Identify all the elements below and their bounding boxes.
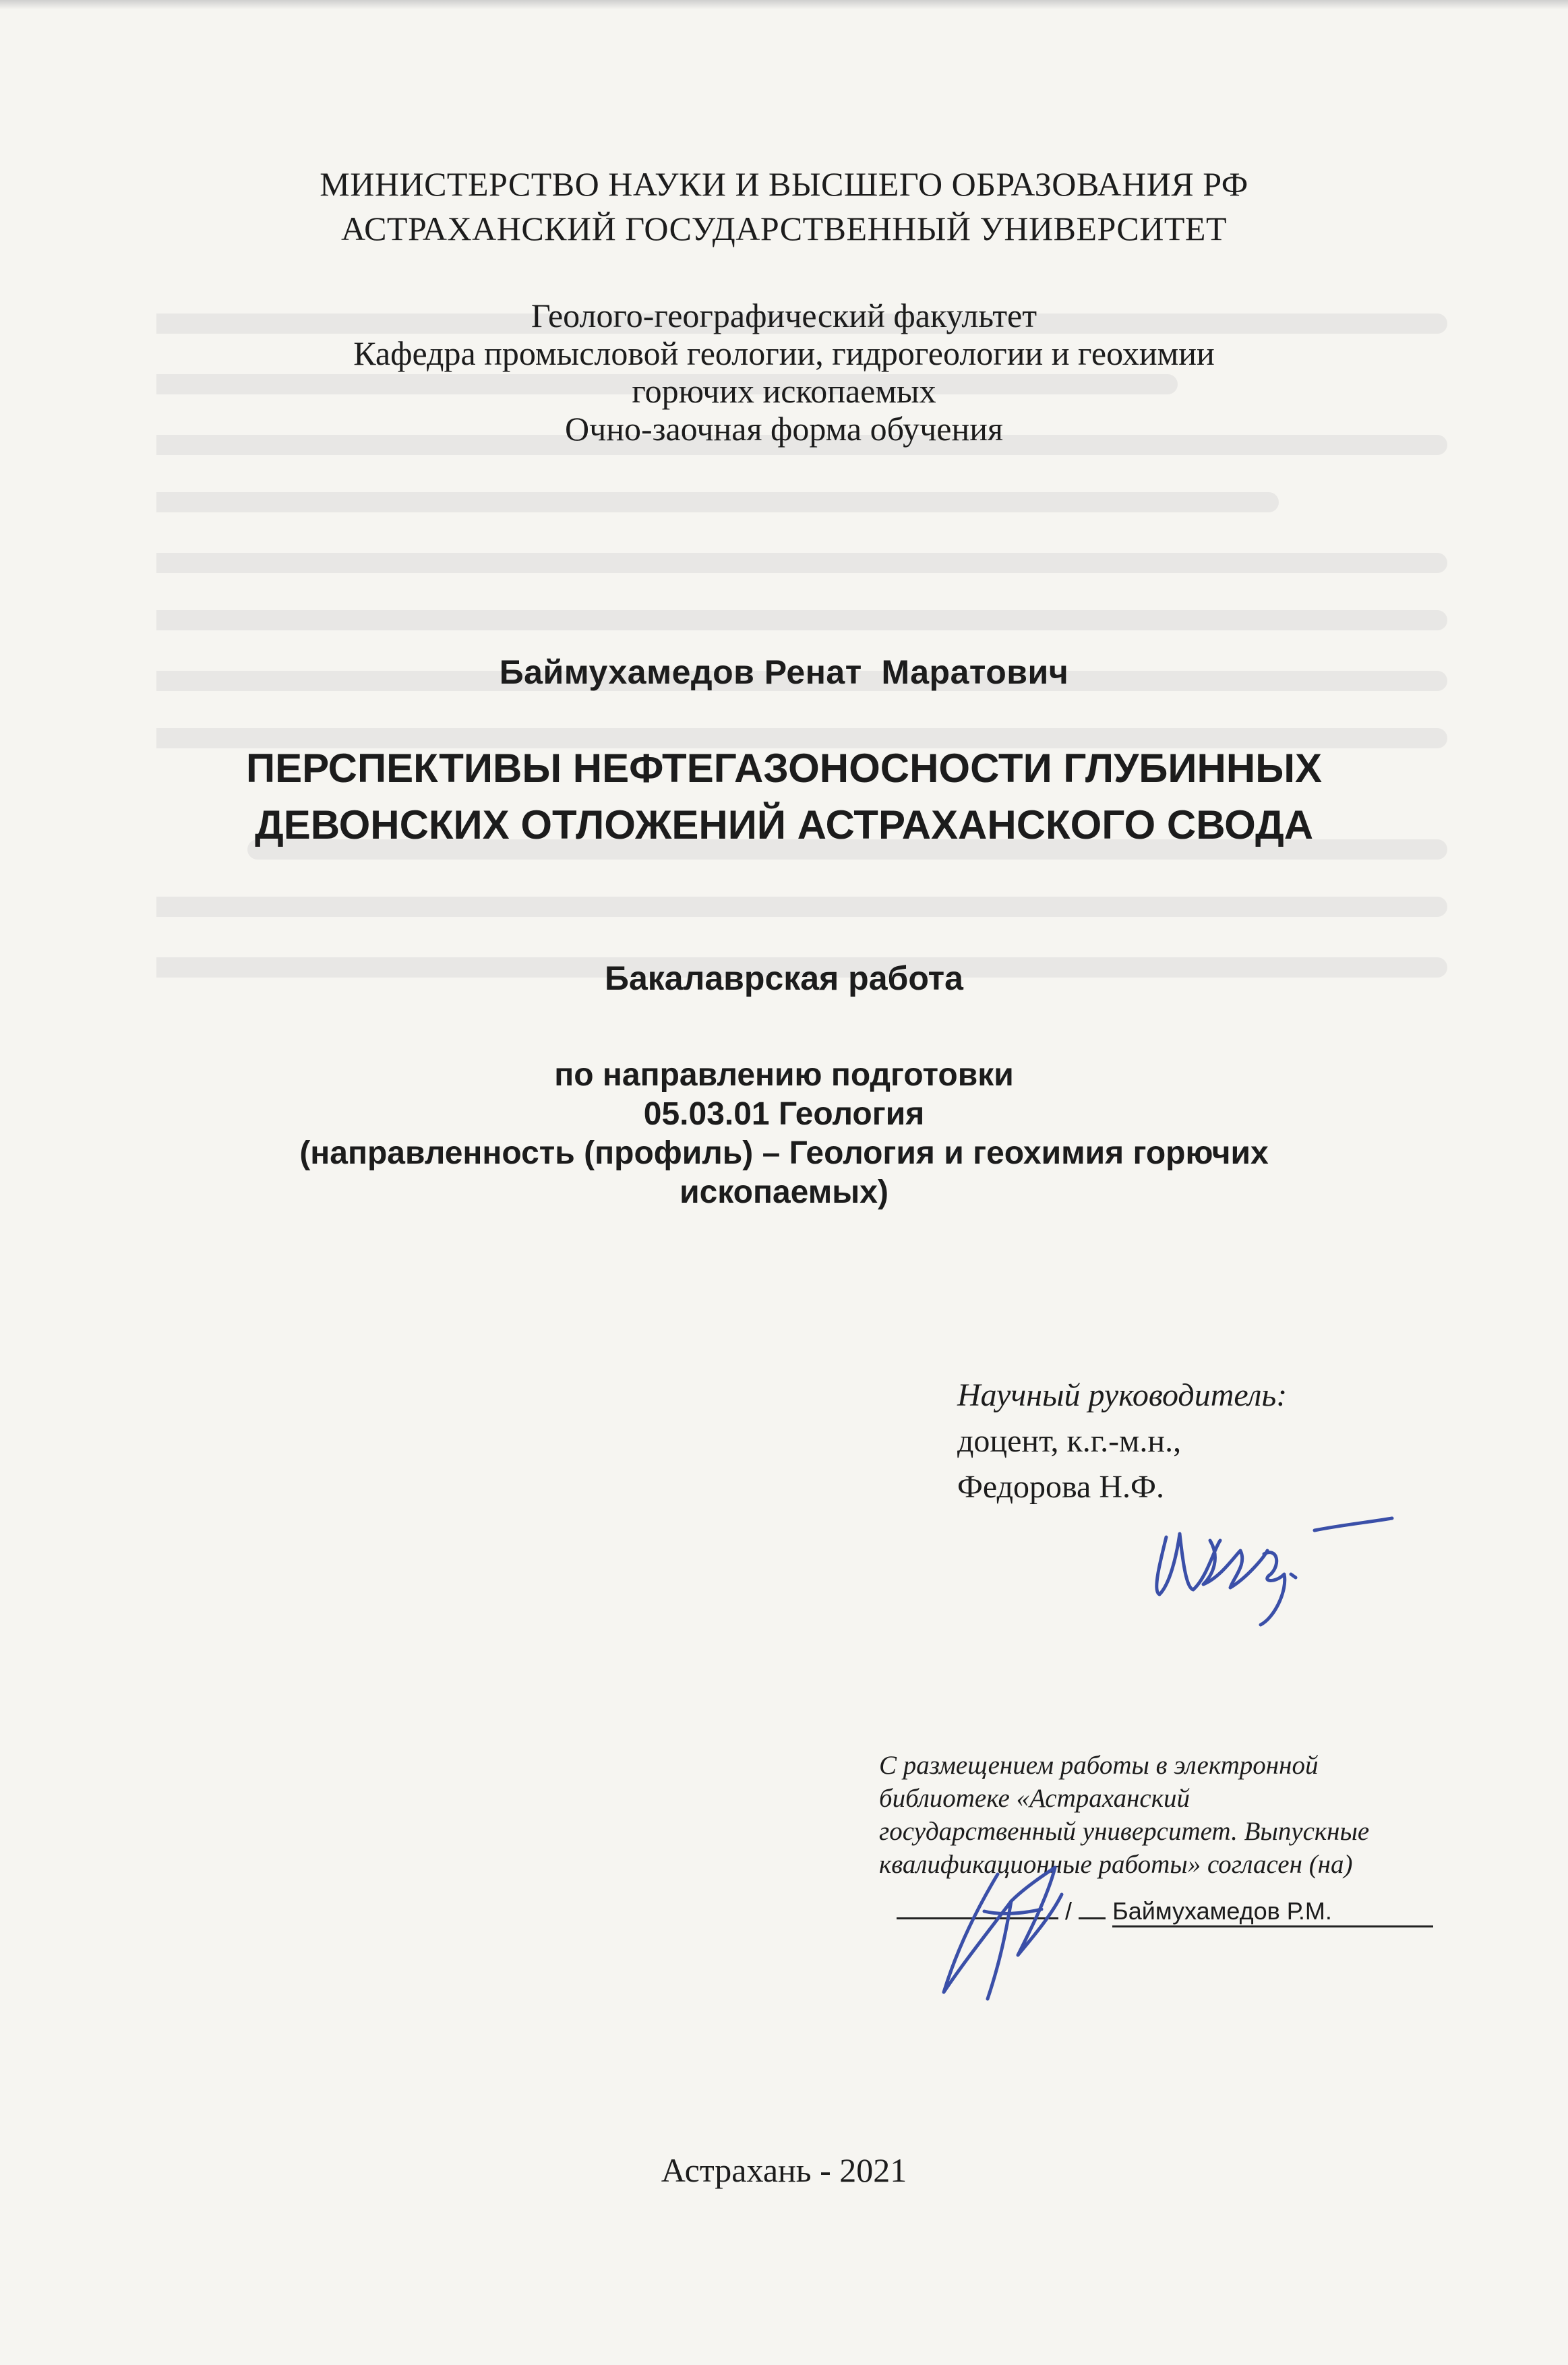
direction-block — [0, 1056, 1568, 1212]
thesis-title-line-2: ДЕВОНСКИХ ОТЛОЖЕНИЙ АСТРАХАНСКОГО СВОДА — [254, 802, 1314, 847]
ministry-name: МИНИСТЕРСТВО НАУКИ И ВЫСШЕГО ОБРАЗОВАНИЯ РФ — [320, 165, 1248, 203]
direction-line-2: 05.03.01 Геология — [643, 1096, 925, 1132]
consent-line-4: квалификационные работы» согласен (на) — [879, 1850, 1353, 1879]
consent-line-1: С размещением работы в электронной — [879, 1751, 1319, 1780]
department-line-1: Кафедра промысловой геологии, гидрогеологии и геохимии — [353, 334, 1215, 372]
author-name: Баймухамедов Ренат Маратович — [499, 653, 1069, 691]
student-signature — [917, 1847, 1092, 2009]
consent-line-2: библиотеке «Астраханский — [879, 1784, 1190, 1813]
direction-line-4: ископаемых) — [680, 1174, 888, 1210]
thesis-title — [0, 740, 1568, 854]
consent-line-3: государственный университет. Выпускные — [879, 1817, 1370, 1846]
supervisor-block — [957, 1373, 1287, 1510]
faculty-name: Геолого-географический факультет — [531, 297, 1037, 334]
direction-line-3: (направленность (профиль) – Геология и геохимия горючих — [299, 1135, 1269, 1171]
university-name: АСТРАХАНСКИЙ ГОСУДАРСТВЕННЫЙ УНИВЕРСИТЕТ — [340, 210, 1228, 247]
work-type: Бакалаврская работа — [605, 959, 963, 997]
supervisor-signature — [1146, 1510, 1402, 1631]
faculty-block — [0, 297, 1568, 448]
consent-signer-name: Баймухамедов Р.М. — [1112, 1897, 1433, 1927]
supervisor-name: Федорова Н.Ф. — [957, 1469, 1164, 1505]
study-form: Очно-заочная форма обучения — [565, 410, 1003, 448]
thesis-title-line-1: ПЕРСПЕКТИВЫ НЕФТЕГАЗОНОСНОСТИ ГЛУБИННЫХ — [246, 746, 1322, 791]
supervisor-label: Научный руководитель: — [957, 1377, 1288, 1413]
supervisor-position: доцент, к.г.-м.н., — [957, 1423, 1182, 1459]
ministry-header — [0, 162, 1568, 251]
direction-line-1: по направлению подготовки — [554, 1057, 1014, 1093]
slash-separator: / — [1065, 1897, 1073, 1925]
city-year: Астрахань - 2021 — [661, 2151, 907, 2189]
scan-edge — [0, 0, 1568, 9]
department-line-2: горючих ископаемых — [632, 372, 936, 410]
